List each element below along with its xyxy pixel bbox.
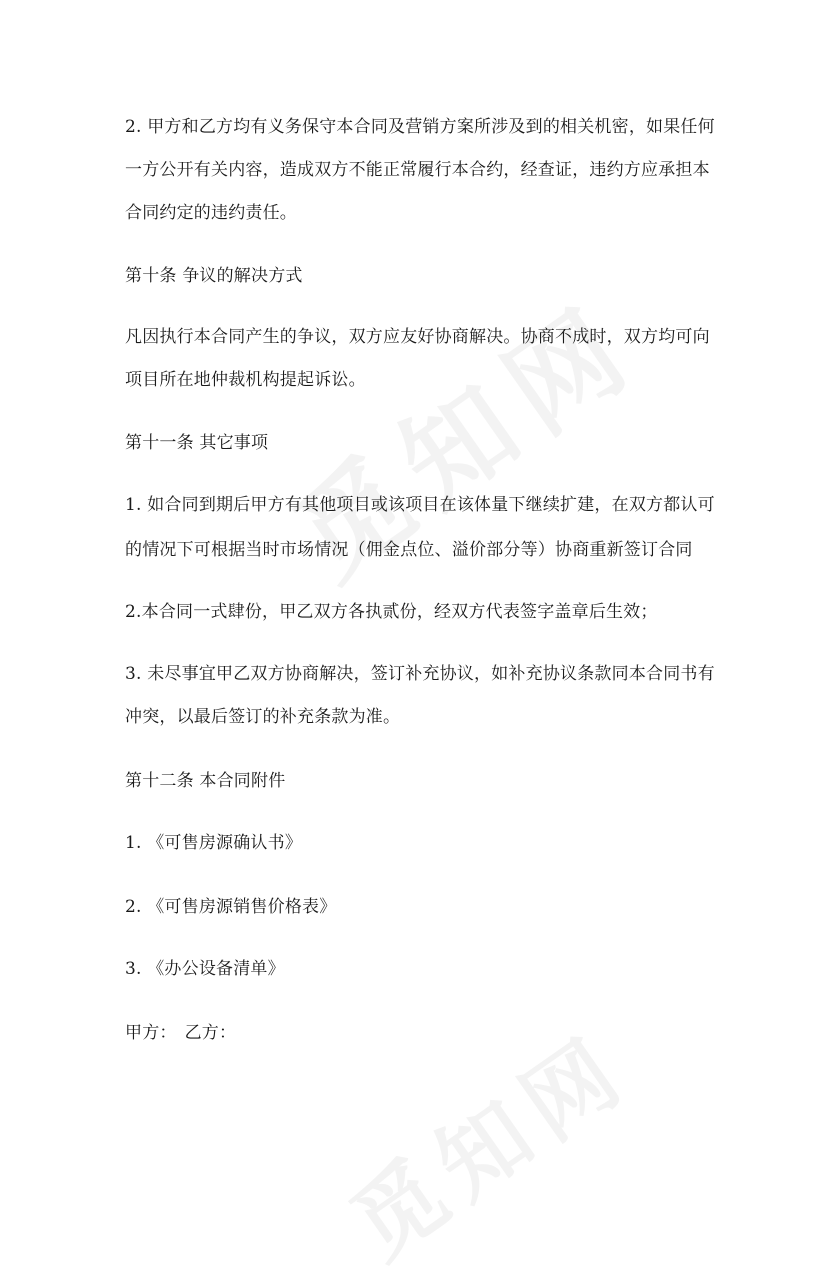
attachment-2: 2. 《可售房源销售价格表》 bbox=[125, 897, 337, 917]
attachment-3: 3. 《办公设备清单》 bbox=[125, 959, 285, 979]
clause11-item2: 2.本合同一式肆份，甲乙双方各执贰份，经双方代表签字盖章后生效； bbox=[125, 602, 658, 622]
clause9-item2-line3: 合同约定的违约责任。 bbox=[125, 203, 297, 223]
clause11-item1-line1: 1. 如合同到期后甲方有其他项目或该项目在该体量下继续扩建，在双方都认可 bbox=[125, 495, 715, 515]
signature-line bbox=[125, 1023, 236, 1043]
clause11-item3-line2: 冲突，以最后签订的补充条款为准。 bbox=[125, 707, 401, 727]
party-a-label: 甲方： bbox=[125, 1023, 177, 1043]
watermark bbox=[321, 997, 651, 1282]
clause11-heading: 第十一条 其它事项 bbox=[125, 433, 269, 453]
clause9-item2-line1: 2. 甲方和乙方均有义务保守本合同及营销方案所涉及到的相关机密，如果任何 bbox=[125, 117, 715, 137]
clause11-item1-line2: 的情况下可根据当时市场情况（佣金点位、溢价部分等）协商重新签订合同 bbox=[125, 540, 693, 560]
clause10-line1: 凡因执行本合同产生的争议，双方应友好协商解决。协商不成时，双方均可向 bbox=[125, 327, 710, 347]
attachment-1: 1. 《可售房源确认书》 bbox=[125, 833, 303, 853]
clause11-item3-line1: 3. 未尽事宜甲乙双方协商解决，签订补充协议，如补充协议条款同本合同书有 bbox=[125, 664, 715, 684]
clause10-line2: 项目所在地仲裁机构提起诉讼。 bbox=[125, 370, 366, 390]
clause9-item2-line2: 一方公开有关内容，造成双方不能正常履行本合约，经查证，违约方应承担本 bbox=[125, 160, 710, 180]
clause12-heading: 第十二条 本合同附件 bbox=[125, 771, 286, 791]
party-b-label: 乙方： bbox=[184, 1023, 237, 1043]
clause10-heading: 第十条 争议的解决方式 bbox=[125, 266, 303, 286]
